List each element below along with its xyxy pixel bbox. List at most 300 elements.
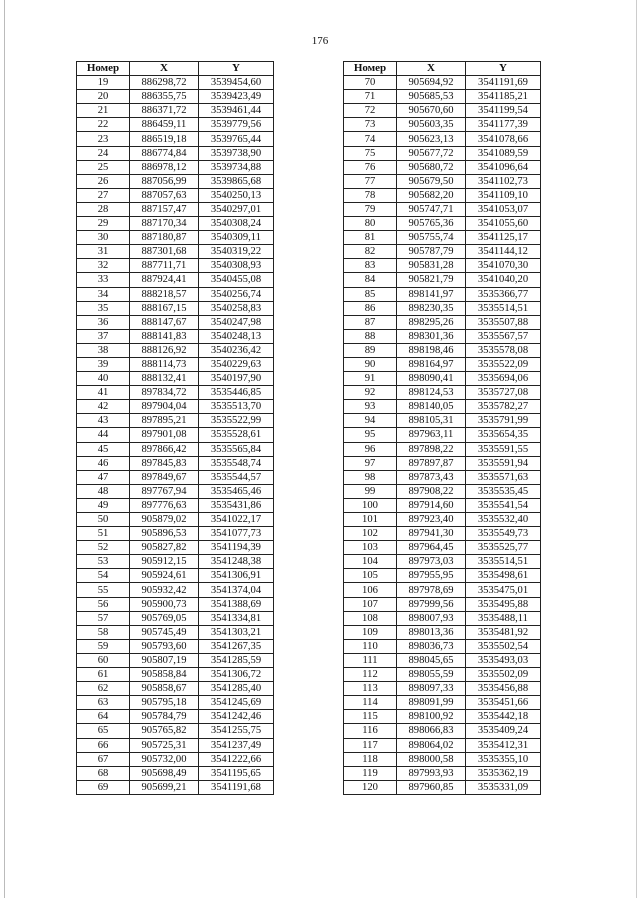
- point-number-cell: 114: [344, 696, 397, 710]
- y-coordinate-cell: 3541374,04: [199, 583, 274, 597]
- x-coordinate-cell: 905725,31: [130, 738, 199, 752]
- point-number-cell: 59: [77, 639, 130, 653]
- x-coordinate-cell: 888167,15: [130, 301, 199, 315]
- point-number-cell: 47: [77, 470, 130, 484]
- table-row: [77, 752, 274, 766]
- point-number-cell: 82: [344, 245, 397, 259]
- x-coordinate-cell: 905755,74: [397, 231, 466, 245]
- table-row: [344, 780, 541, 794]
- y-coordinate-cell: 3535567,57: [466, 329, 541, 343]
- table-row: [77, 202, 274, 216]
- table-row: [344, 498, 541, 512]
- table-row: [344, 386, 541, 400]
- y-coordinate-cell: 3541055,60: [466, 217, 541, 231]
- x-coordinate-cell: 897895,21: [130, 414, 199, 428]
- y-coordinate-cell: 3540197,90: [199, 372, 274, 386]
- x-coordinate-cell: 898105,31: [397, 414, 466, 428]
- x-coordinate-cell: 888114,73: [130, 357, 199, 371]
- header-x: X: [130, 62, 199, 76]
- x-coordinate-cell: 905682,20: [397, 188, 466, 202]
- point-number-cell: 103: [344, 541, 397, 555]
- y-coordinate-cell: 3535502,09: [466, 668, 541, 682]
- x-coordinate-cell: 905924,61: [130, 569, 199, 583]
- y-coordinate-cell: 3539461,44: [199, 104, 274, 118]
- x-coordinate-cell: 898066,83: [397, 724, 466, 738]
- point-number-cell: 97: [344, 456, 397, 470]
- x-coordinate-cell: 898198,46: [397, 343, 466, 357]
- y-coordinate-cell: 3541053,07: [466, 202, 541, 216]
- x-coordinate-cell: 905807,19: [130, 653, 199, 667]
- x-coordinate-cell: 887057,63: [130, 188, 199, 202]
- point-number-cell: 38: [77, 343, 130, 357]
- point-number-cell: 98: [344, 470, 397, 484]
- x-coordinate-cell: 897963,11: [397, 428, 466, 442]
- table-row: [344, 414, 541, 428]
- x-coordinate-cell: 905745,49: [130, 625, 199, 639]
- y-coordinate-cell: 3535528,61: [199, 428, 274, 442]
- table-row: [77, 343, 274, 357]
- table-row: [344, 400, 541, 414]
- y-coordinate-cell: 3535513,70: [199, 400, 274, 414]
- point-number-cell: 104: [344, 555, 397, 569]
- x-coordinate-cell: 897923,40: [397, 513, 466, 527]
- x-coordinate-cell: 905821,79: [397, 273, 466, 287]
- y-coordinate-cell: 3535502,54: [466, 639, 541, 653]
- y-coordinate-cell: 3539738,90: [199, 146, 274, 160]
- y-coordinate-cell: 3535549,73: [466, 527, 541, 541]
- point-number-cell: 29: [77, 217, 130, 231]
- x-coordinate-cell: 898124,53: [397, 386, 466, 400]
- point-number-cell: 50: [77, 513, 130, 527]
- point-number-cell: 83: [344, 259, 397, 273]
- table-row: [344, 484, 541, 498]
- x-coordinate-cell: 905694,92: [397, 76, 466, 90]
- point-number-cell: 88: [344, 329, 397, 343]
- point-number-cell: 57: [77, 611, 130, 625]
- x-coordinate-cell: 897914,60: [397, 498, 466, 512]
- table-row: [77, 329, 274, 343]
- point-number-cell: 23: [77, 132, 130, 146]
- x-coordinate-cell: 905747,71: [397, 202, 466, 216]
- table-row: [77, 273, 274, 287]
- table-row: [344, 442, 541, 456]
- point-number-cell: 71: [344, 90, 397, 104]
- y-coordinate-cell: 3535451,66: [466, 696, 541, 710]
- y-coordinate-cell: 3535514,51: [466, 555, 541, 569]
- table-row: [77, 188, 274, 202]
- x-coordinate-cell: 887711,71: [130, 259, 199, 273]
- point-number-cell: 39: [77, 357, 130, 371]
- y-coordinate-cell: 3539423,49: [199, 90, 274, 104]
- table-row: [77, 498, 274, 512]
- y-coordinate-cell: 3535591,55: [466, 442, 541, 456]
- y-coordinate-cell: 3535362,19: [466, 766, 541, 780]
- point-number-cell: 85: [344, 287, 397, 301]
- point-number-cell: 86: [344, 301, 397, 315]
- point-number-cell: 40: [77, 372, 130, 386]
- table-row: [344, 653, 541, 667]
- y-coordinate-cell: 3535782,27: [466, 400, 541, 414]
- y-coordinate-cell: 3535465,46: [199, 484, 274, 498]
- x-coordinate-cell: 898013,36: [397, 625, 466, 639]
- point-number-cell: 92: [344, 386, 397, 400]
- x-coordinate-cell: 897873,43: [397, 470, 466, 484]
- y-coordinate-cell: 3541022,17: [199, 513, 274, 527]
- point-number-cell: 61: [77, 668, 130, 682]
- x-coordinate-cell: 898164,97: [397, 357, 466, 371]
- table-row: [77, 484, 274, 498]
- table-row: [77, 639, 274, 653]
- x-coordinate-cell: 898295,26: [397, 315, 466, 329]
- point-number-cell: 62: [77, 682, 130, 696]
- y-coordinate-cell: 3541109,10: [466, 188, 541, 202]
- x-coordinate-cell: 897845,83: [130, 456, 199, 470]
- x-coordinate-cell: 905858,67: [130, 682, 199, 696]
- table-row: [77, 132, 274, 146]
- table-row: [344, 569, 541, 583]
- y-coordinate-cell: 3535366,77: [466, 287, 541, 301]
- x-coordinate-cell: 905831,28: [397, 259, 466, 273]
- y-coordinate-cell: 3535498,61: [466, 569, 541, 583]
- table-row: [344, 259, 541, 273]
- header-number: Номер: [344, 62, 397, 76]
- x-coordinate-cell: 897964,45: [397, 541, 466, 555]
- y-coordinate-cell: 3535548,74: [199, 456, 274, 470]
- y-coordinate-cell: 3540250,13: [199, 188, 274, 202]
- table-row: [77, 146, 274, 160]
- point-number-cell: 64: [77, 710, 130, 724]
- point-number-cell: 51: [77, 527, 130, 541]
- x-coordinate-cell: 897776,63: [130, 498, 199, 512]
- x-coordinate-cell: 886371,72: [130, 104, 199, 118]
- table-row: [344, 470, 541, 484]
- y-coordinate-cell: 3540455,08: [199, 273, 274, 287]
- x-coordinate-cell: 898045,65: [397, 653, 466, 667]
- y-coordinate-cell: 3540308,93: [199, 259, 274, 273]
- y-coordinate-cell: 3540308,24: [199, 217, 274, 231]
- y-coordinate-cell: 3535541,54: [466, 498, 541, 512]
- point-number-cell: 19: [77, 76, 130, 90]
- table-row: [344, 202, 541, 216]
- x-coordinate-cell: 897908,22: [397, 484, 466, 498]
- table-row: [77, 104, 274, 118]
- x-coordinate-cell: 887157,47: [130, 202, 199, 216]
- y-coordinate-cell: 3535522,09: [466, 357, 541, 371]
- table-row: [77, 174, 274, 188]
- y-coordinate-cell: 3541303,21: [199, 625, 274, 639]
- table-row: [344, 104, 541, 118]
- x-coordinate-cell: 897898,22: [397, 442, 466, 456]
- point-number-cell: 67: [77, 752, 130, 766]
- y-coordinate-cell: 3541285,59: [199, 653, 274, 667]
- point-number-cell: 76: [344, 160, 397, 174]
- y-coordinate-cell: 3540256,74: [199, 287, 274, 301]
- table-row: [344, 527, 541, 541]
- x-coordinate-cell: 905793,60: [130, 639, 199, 653]
- point-number-cell: 108: [344, 611, 397, 625]
- y-coordinate-cell: 3541306,72: [199, 668, 274, 682]
- header-x: X: [397, 62, 466, 76]
- point-number-cell: 46: [77, 456, 130, 470]
- table-row: [344, 287, 541, 301]
- y-coordinate-cell: 3535571,63: [466, 470, 541, 484]
- point-number-cell: 81: [344, 231, 397, 245]
- y-coordinate-cell: 3541040,20: [466, 273, 541, 287]
- table-header-row: [344, 62, 541, 76]
- x-coordinate-cell: 905698,49: [130, 766, 199, 780]
- table-row: [77, 597, 274, 611]
- table-row: [77, 414, 274, 428]
- y-coordinate-cell: 3535544,57: [199, 470, 274, 484]
- point-number-cell: 77: [344, 174, 397, 188]
- x-coordinate-cell: 898091,99: [397, 696, 466, 710]
- y-coordinate-cell: 3535727,08: [466, 386, 541, 400]
- x-coordinate-cell: 897904,04: [130, 400, 199, 414]
- table-row: [77, 315, 274, 329]
- point-number-cell: 109: [344, 625, 397, 639]
- x-coordinate-cell: 897866,42: [130, 442, 199, 456]
- x-coordinate-cell: 888141,83: [130, 329, 199, 343]
- y-coordinate-cell: 3541070,30: [466, 259, 541, 273]
- point-number-cell: 113: [344, 682, 397, 696]
- y-coordinate-cell: 3540258,83: [199, 301, 274, 315]
- table-row: [77, 583, 274, 597]
- table-row: [77, 724, 274, 738]
- point-number-cell: 110: [344, 639, 397, 653]
- y-coordinate-cell: 3535525,77: [466, 541, 541, 555]
- x-coordinate-cell: 897960,85: [397, 780, 466, 794]
- table-row: [77, 456, 274, 470]
- table-row: [344, 597, 541, 611]
- table-row: [77, 766, 274, 780]
- table-row: [344, 513, 541, 527]
- table-row: [77, 653, 274, 667]
- y-coordinate-cell: 3535522,99: [199, 414, 274, 428]
- table-row: [344, 76, 541, 90]
- x-coordinate-cell: 887056,99: [130, 174, 199, 188]
- y-coordinate-cell: 3535532,40: [466, 513, 541, 527]
- point-number-cell: 106: [344, 583, 397, 597]
- table-row: [77, 555, 274, 569]
- table-row: [344, 329, 541, 343]
- x-coordinate-cell: 905879,02: [130, 513, 199, 527]
- table-row: [77, 400, 274, 414]
- x-coordinate-cell: 898230,35: [397, 301, 466, 315]
- x-coordinate-cell: 897901,08: [130, 428, 199, 442]
- scan-edge-left: [4, 0, 5, 898]
- point-number-cell: 58: [77, 625, 130, 639]
- table-row: [344, 682, 541, 696]
- table-row: [344, 555, 541, 569]
- x-coordinate-cell: 897849,67: [130, 470, 199, 484]
- x-coordinate-cell: 905858,84: [130, 668, 199, 682]
- point-number-cell: 28: [77, 202, 130, 216]
- point-number-cell: 21: [77, 104, 130, 118]
- table-row: [77, 287, 274, 301]
- y-coordinate-cell: 3535355,10: [466, 752, 541, 766]
- y-coordinate-cell: 3541125,17: [466, 231, 541, 245]
- x-coordinate-cell: 888218,57: [130, 287, 199, 301]
- table-row: [344, 132, 541, 146]
- x-coordinate-cell: 905784,79: [130, 710, 199, 724]
- x-coordinate-cell: 905787,79: [397, 245, 466, 259]
- table-row: [344, 301, 541, 315]
- table-row: [344, 231, 541, 245]
- x-coordinate-cell: 905769,05: [130, 611, 199, 625]
- point-number-cell: 37: [77, 329, 130, 343]
- point-number-cell: 118: [344, 752, 397, 766]
- x-coordinate-cell: 905765,36: [397, 217, 466, 231]
- point-number-cell: 68: [77, 766, 130, 780]
- x-coordinate-cell: 886298,72: [130, 76, 199, 90]
- table-row: [344, 625, 541, 639]
- point-number-cell: 22: [77, 118, 130, 132]
- y-coordinate-cell: 3535442,18: [466, 710, 541, 724]
- point-number-cell: 75: [344, 146, 397, 160]
- table-row: [344, 766, 541, 780]
- point-number-cell: 70: [344, 76, 397, 90]
- x-coordinate-cell: 898064,02: [397, 738, 466, 752]
- table-row: [344, 245, 541, 259]
- y-coordinate-cell: 3539765,44: [199, 132, 274, 146]
- x-coordinate-cell: 886459,11: [130, 118, 199, 132]
- y-coordinate-cell: 3541248,38: [199, 555, 274, 569]
- y-coordinate-cell: 3535431,86: [199, 498, 274, 512]
- point-number-cell: 32: [77, 259, 130, 273]
- x-coordinate-cell: 905932,42: [130, 583, 199, 597]
- x-coordinate-cell: 905670,60: [397, 104, 466, 118]
- table-row: [77, 738, 274, 752]
- point-number-cell: 53: [77, 555, 130, 569]
- table-row: [344, 696, 541, 710]
- table-row: [344, 217, 541, 231]
- x-coordinate-cell: 897767,94: [130, 484, 199, 498]
- y-coordinate-cell: 3541089,59: [466, 146, 541, 160]
- table-row: [77, 90, 274, 104]
- point-number-cell: 79: [344, 202, 397, 216]
- y-coordinate-cell: 3535514,51: [466, 301, 541, 315]
- x-coordinate-cell: 887170,34: [130, 217, 199, 231]
- point-number-cell: 107: [344, 597, 397, 611]
- point-number-cell: 56: [77, 597, 130, 611]
- table-row: [77, 780, 274, 794]
- table-row: [77, 372, 274, 386]
- x-coordinate-cell: 887301,68: [130, 245, 199, 259]
- x-coordinate-cell: 886774,84: [130, 146, 199, 160]
- table-header-row: [77, 62, 274, 76]
- x-coordinate-cell: 905900,73: [130, 597, 199, 611]
- table-row: [344, 724, 541, 738]
- y-coordinate-cell: 3535565,84: [199, 442, 274, 456]
- x-coordinate-cell: 886355,75: [130, 90, 199, 104]
- y-coordinate-cell: 3541267,35: [199, 639, 274, 653]
- header-y: Y: [466, 62, 541, 76]
- table-row: [344, 456, 541, 470]
- point-number-cell: 20: [77, 90, 130, 104]
- y-coordinate-cell: 3541096,64: [466, 160, 541, 174]
- table-row: [344, 315, 541, 329]
- x-coordinate-cell: 887180,87: [130, 231, 199, 245]
- x-coordinate-cell: 898055,59: [397, 668, 466, 682]
- y-coordinate-cell: 3540247,98: [199, 315, 274, 329]
- y-coordinate-cell: 3535446,85: [199, 386, 274, 400]
- table-row: [77, 259, 274, 273]
- x-coordinate-cell: 898141,97: [397, 287, 466, 301]
- point-number-cell: 90: [344, 357, 397, 371]
- table-row: [77, 527, 274, 541]
- point-number-cell: 48: [77, 484, 130, 498]
- table-row: [77, 118, 274, 132]
- table-row: [344, 738, 541, 752]
- point-number-cell: 119: [344, 766, 397, 780]
- point-number-cell: 80: [344, 217, 397, 231]
- point-number-cell: 99: [344, 484, 397, 498]
- table-row: [77, 160, 274, 174]
- table-row: [344, 188, 541, 202]
- table-row: [77, 386, 274, 400]
- y-coordinate-cell: 3535791,99: [466, 414, 541, 428]
- point-number-cell: 54: [77, 569, 130, 583]
- table-row: [344, 541, 541, 555]
- point-number-cell: 111: [344, 653, 397, 667]
- y-coordinate-cell: 3541306,91: [199, 569, 274, 583]
- x-coordinate-cell: 898007,93: [397, 611, 466, 625]
- point-number-cell: 93: [344, 400, 397, 414]
- header-y: Y: [199, 62, 274, 76]
- point-number-cell: 120: [344, 780, 397, 794]
- point-number-cell: 87: [344, 315, 397, 329]
- point-number-cell: 100: [344, 498, 397, 512]
- x-coordinate-cell: 897978,69: [397, 583, 466, 597]
- table-row: [77, 357, 274, 371]
- point-number-cell: 26: [77, 174, 130, 188]
- table-row: [77, 682, 274, 696]
- y-coordinate-cell: 3535412,31: [466, 738, 541, 752]
- y-coordinate-cell: 3541144,12: [466, 245, 541, 259]
- table-row: [77, 668, 274, 682]
- y-coordinate-cell: 3540319,22: [199, 245, 274, 259]
- y-coordinate-cell: 3541255,75: [199, 724, 274, 738]
- y-coordinate-cell: 3541191,69: [466, 76, 541, 90]
- table-row: [344, 118, 541, 132]
- table-row: [344, 372, 541, 386]
- x-coordinate-cell: 886519,18: [130, 132, 199, 146]
- y-coordinate-cell: 3541102,73: [466, 174, 541, 188]
- point-number-cell: 91: [344, 372, 397, 386]
- y-coordinate-cell: 3541077,73: [199, 527, 274, 541]
- x-coordinate-cell: 898000,58: [397, 752, 466, 766]
- point-number-cell: 45: [77, 442, 130, 456]
- table-row: [344, 357, 541, 371]
- y-coordinate-cell: 3541242,46: [199, 710, 274, 724]
- table-row: [344, 174, 541, 188]
- point-number-cell: 24: [77, 146, 130, 160]
- x-coordinate-cell: 905827,82: [130, 541, 199, 555]
- point-number-cell: 72: [344, 104, 397, 118]
- point-number-cell: 43: [77, 414, 130, 428]
- y-coordinate-cell: 3541245,69: [199, 696, 274, 710]
- y-coordinate-cell: 3541388,69: [199, 597, 274, 611]
- point-number-cell: 41: [77, 386, 130, 400]
- y-coordinate-cell: 3535578,08: [466, 343, 541, 357]
- point-number-cell: 84: [344, 273, 397, 287]
- point-number-cell: 60: [77, 653, 130, 667]
- point-number-cell: 52: [77, 541, 130, 555]
- table-row: [77, 245, 274, 259]
- y-coordinate-cell: 3541285,40: [199, 682, 274, 696]
- table-row: [344, 90, 541, 104]
- x-coordinate-cell: 888147,67: [130, 315, 199, 329]
